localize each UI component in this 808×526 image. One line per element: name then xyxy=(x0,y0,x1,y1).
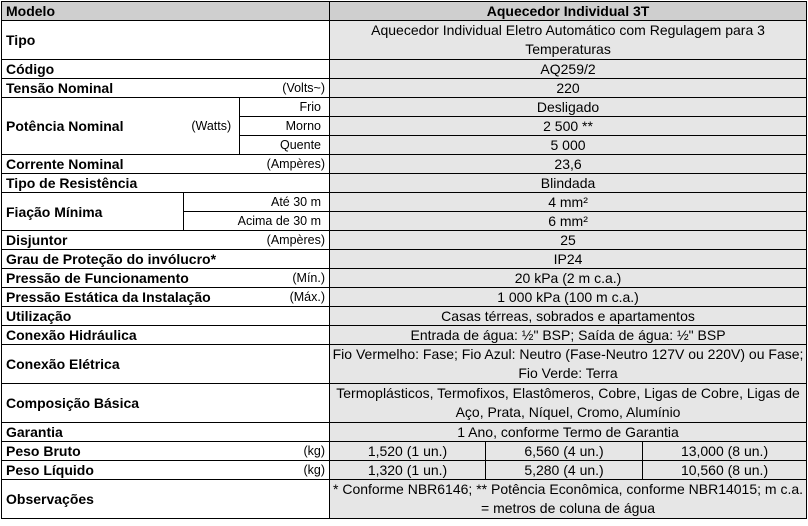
tensao-unit: (Volts~) xyxy=(240,79,330,98)
row-hidraulica xyxy=(2,326,807,345)
observacoes-label: Observações xyxy=(2,480,330,519)
composicao-value: Termoplásticos, Termofixos, Elastômeros, Cobre, Ligas de Cobre, Ligas de Aço, Prata, Níquel, Cromo, Alumínio xyxy=(330,384,807,423)
modelo-value: Aquecedor Individual 3T xyxy=(330,2,807,21)
row-resistencia xyxy=(2,174,807,193)
fiacao-value-ate30: 4 mm² xyxy=(330,193,807,212)
garantia-value: 1 Ano, conforme Termo de Garantia xyxy=(330,423,807,442)
row-grau xyxy=(2,250,807,269)
peso-liquido-8un: 10,560 (8 un.) xyxy=(643,461,807,480)
grau-label: Grau de Proteção do invólucro* xyxy=(2,250,330,269)
row-peso-bruto xyxy=(2,442,807,461)
peso-bruto-4un: 6,560 (4 un.) xyxy=(486,442,643,461)
potencia-level-frio: Frio xyxy=(240,98,330,117)
row-fiacao-ate30 xyxy=(2,193,807,212)
peso-liquido-unit: (kg) xyxy=(240,461,330,480)
row-corrente xyxy=(2,155,807,174)
modelo-label: Modelo xyxy=(2,2,330,21)
potencia-value-frio: Desligado xyxy=(330,98,807,117)
disjuntor-unit: (Ampères) xyxy=(240,231,330,250)
potencia-level-morno: Morno xyxy=(240,117,330,136)
row-potencia-frio xyxy=(2,98,807,117)
pressao-func-label: Pressão de Funcionamento xyxy=(2,269,240,288)
peso-liquido-label: Peso Líquido xyxy=(2,461,240,480)
pressao-est-value: 1 000 kPa (100 m c.a.) xyxy=(330,288,807,307)
peso-bruto-label: Peso Bruto xyxy=(2,442,240,461)
codigo-value: AQ259/2 xyxy=(330,60,807,79)
row-observacoes xyxy=(2,480,807,519)
row-disjuntor xyxy=(2,231,807,250)
potencia-value-morno: 2 500 ** xyxy=(330,117,807,136)
pressao-est-unit: (Máx.) xyxy=(240,288,330,307)
fiacao-level-ate30: Até 30 m xyxy=(184,193,330,212)
eletrica-value: Fio Vermelho: Fase; Fio Azul: Neutro (Fase-Neutro 127V ou 220V) ou Fase; Fio Verde: Terra xyxy=(330,345,807,384)
row-codigo xyxy=(2,60,807,79)
row-tensao xyxy=(2,79,807,98)
peso-liquido-4un: 5,280 (4 un.) xyxy=(486,461,643,480)
grau-value: IP24 xyxy=(330,250,807,269)
eletrica-label: Conexão Elétrica xyxy=(2,345,330,384)
observacoes-value: * Conforme NBR6146; ** Potência Econômica, conforme NBR14015; m c.a. = metros de coluna de água xyxy=(330,480,807,519)
tensao-label: Tensão Nominal xyxy=(2,79,240,98)
potencia-level-quente: Quente xyxy=(240,136,330,155)
header-row xyxy=(2,2,807,21)
peso-bruto-1un: 1,520 (1 un.) xyxy=(330,442,486,461)
row-utilizacao xyxy=(2,307,807,326)
pressao-func-value: 20 kPa (2 m c.a.) xyxy=(330,269,807,288)
potencia-unit: (Watts) xyxy=(184,98,240,155)
row-tipo xyxy=(2,21,807,60)
resistencia-label: Tipo de Resistência xyxy=(2,174,330,193)
garantia-label: Garantia xyxy=(2,423,330,442)
fiacao-level-acima30: Acima de 30 m xyxy=(184,212,330,231)
corrente-unit: (Ampères) xyxy=(240,155,330,174)
row-composicao xyxy=(2,384,807,423)
peso-liquido-1un: 1,320 (1 un.) xyxy=(330,461,486,480)
tipo-label: Tipo xyxy=(2,21,330,60)
disjuntor-value: 25 xyxy=(330,231,807,250)
utilizacao-value: Casas térreas, sobrados e apartamentos xyxy=(330,307,807,326)
potencia-label: Potência Nominal xyxy=(2,98,184,155)
resistencia-value: Blindada xyxy=(330,174,807,193)
peso-bruto-unit: (kg) xyxy=(240,442,330,461)
fiacao-value-acima30: 6 mm² xyxy=(330,212,807,231)
potencia-value-quente: 5 000 xyxy=(330,136,807,155)
hidraulica-label: Conexão Hidráulica xyxy=(2,326,330,345)
row-pressao-func xyxy=(2,269,807,288)
row-garantia xyxy=(2,423,807,442)
corrente-value: 23,6 xyxy=(330,155,807,174)
row-pressao-est xyxy=(2,288,807,307)
codigo-label: Código xyxy=(2,60,330,79)
pressao-est-label: Pressão Estática da Instalação xyxy=(2,288,240,307)
row-eletrica xyxy=(2,345,807,384)
spec-table xyxy=(1,1,807,519)
row-peso-liquido xyxy=(2,461,807,480)
tipo-value: Aquecedor Individual Eletro Automático com Regulagem para 3 Temperaturas xyxy=(330,21,807,60)
pressao-func-unit: (Mín.) xyxy=(240,269,330,288)
corrente-label: Corrente Nominal xyxy=(2,155,240,174)
fiacao-label: Fiação Mínima xyxy=(2,193,184,231)
tensao-value: 220 xyxy=(330,79,807,98)
composicao-label: Composição Básica xyxy=(2,384,330,423)
peso-bruto-8un: 13,000 (8 un.) xyxy=(643,442,807,461)
disjuntor-label: Disjuntor xyxy=(2,231,240,250)
utilizacao-label: Utilização xyxy=(2,307,330,326)
hidraulica-value: Entrada de água: ½" BSP; Saída de água: ½" BSP xyxy=(330,326,807,345)
